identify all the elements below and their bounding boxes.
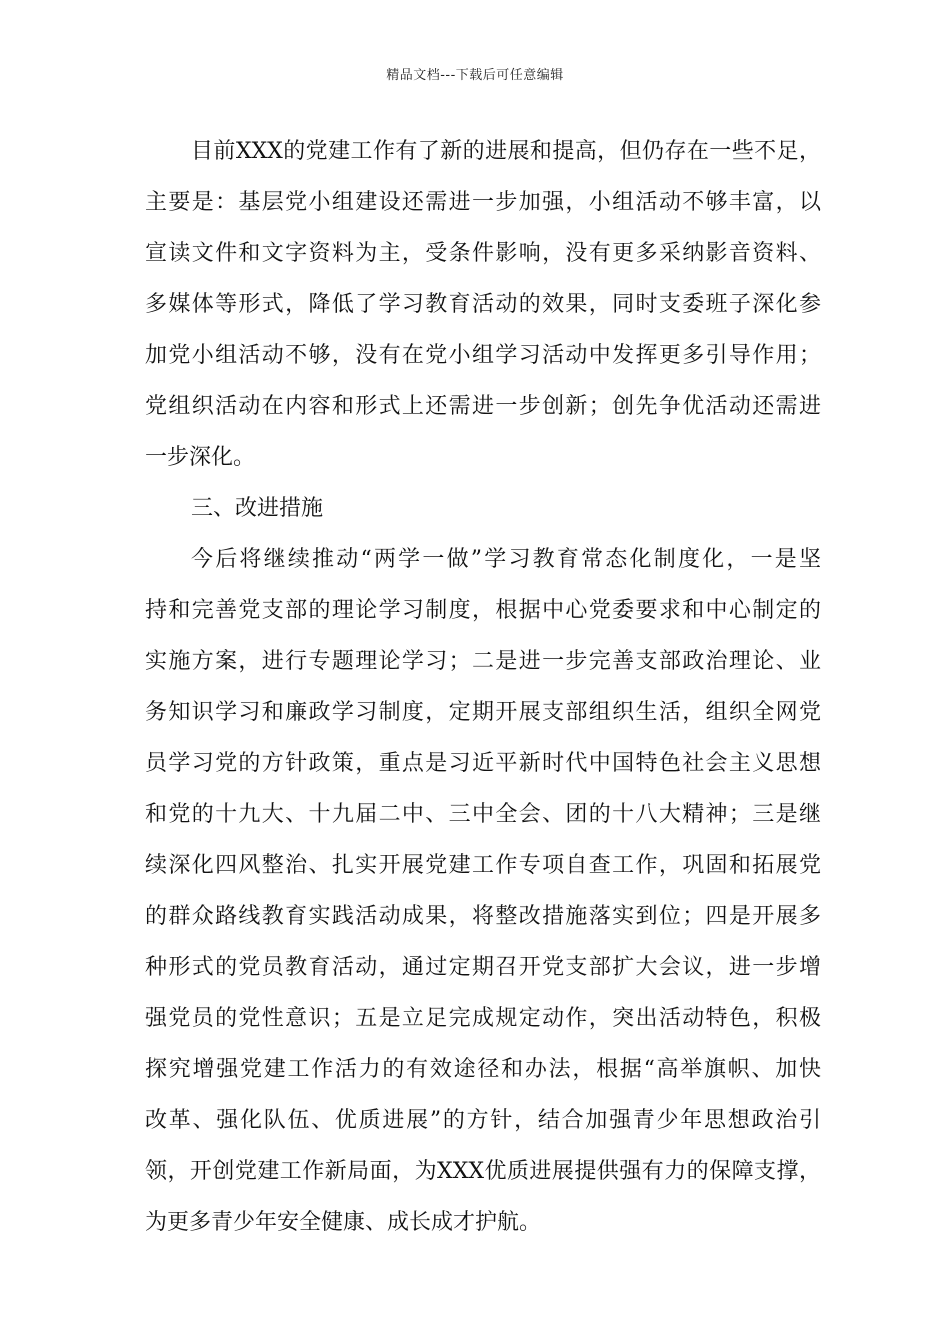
paragraph-line: 多媒体等形式，降低了学习教育活动的效果，同时支委班子深化参 [145,292,821,317]
paragraph-line: 持和完善党支部的理论学习制度，根据中心党委要求和中心制定的 [145,598,821,623]
paragraph-line: 和党的十九大、十九届二中、三中全会、团的十八大精神；三是继 [145,802,821,827]
section-heading: 三、改进措施 [191,496,324,521]
paragraph-line: 加党小组活动不够，没有在党小组学习活动中发挥更多引导作用； [145,343,821,368]
paragraph-line: 务知识学习和廉政学习制度，定期开展支部组织生活，组织全网党 [145,700,821,725]
paragraph-line: 续深化四风整治、扎实开展党建工作专项自查工作，巩固和拓展党 [145,853,821,878]
page-header: 精品文档---下载后可任意编辑 [386,68,564,83]
paragraph-line: 探究增强党建工作活力的有效途径和办法，根据“高举旗帜、加快 [145,1057,821,1082]
paragraph-line: 宣读文件和文字资料为主，受条件影响，没有更多采纳影音资料、 [145,241,821,266]
paragraph-line: 实施方案，进行专题理论学习；二是进一步完善支部政治理论、业 [145,649,821,674]
paragraph-line: 主要是：基层党小组建设还需进一步加强，小组活动不够丰富，以 [145,190,821,215]
paragraph-line: 今后将继续推动“两学一做”学习教育常态化制度化，一是坚 [191,547,821,572]
paragraph-line: 领，开创党建工作新局面，为XXX优质进展提供强有力的保障支撑， [145,1159,821,1184]
paragraph-line: 的群众路线教育实践活动成果，将整改措施落实到位；四是开展多 [145,904,821,929]
paragraph-line: 种形式的党员教育活动，通过定期召开党支部扩大会议，进一步增 [145,955,821,980]
document-body [145,126,821,1248]
paragraph-line: 改革、强化队伍、优质进展”的方针，结合加强青少年思想政治引 [145,1108,821,1133]
paragraph-line: 强党员的党性意识；五是立足完成规定动作，突出活动特色，积极 [145,1006,821,1031]
paragraph-line: 员学习党的方针政策，重点是习近平新时代中国特色社会主义思想 [145,751,821,776]
paragraph-line: 为更多青少年安全健康、成长成才护航。 [145,1210,542,1235]
paragraph-line: 一步深化。 [145,445,256,470]
paragraph-line: 党组织活动在内容和形式上还需进一步创新；创先争优活动还需进 [145,394,821,419]
paragraph-line: 目前XXX的党建工作有了新的进展和提高，但仍存在一些不足， [191,139,821,164]
